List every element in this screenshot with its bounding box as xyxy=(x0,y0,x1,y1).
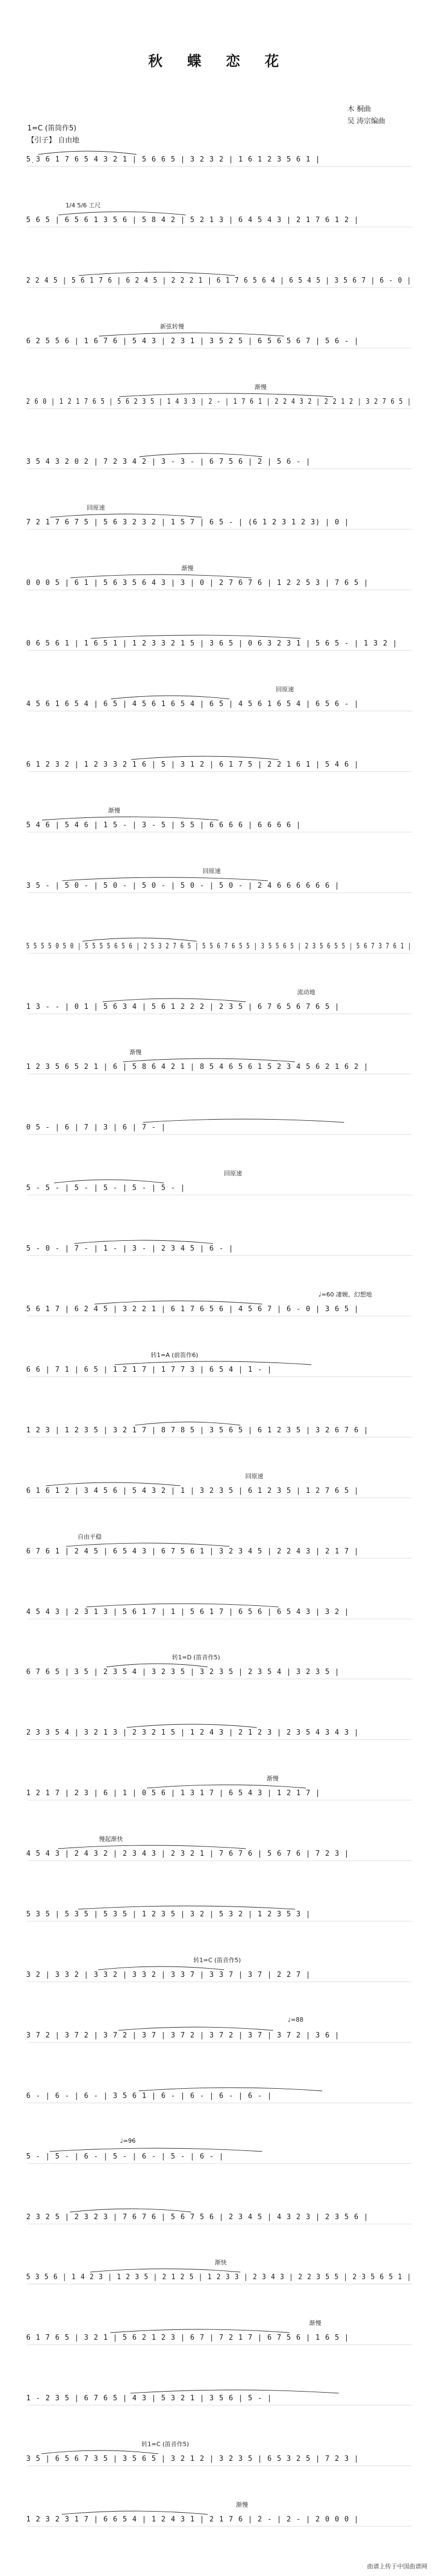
score-annotation: 渐慢 xyxy=(181,565,193,572)
score-annotation: 渐慢 xyxy=(255,384,267,391)
score-annotation: 回原速 xyxy=(276,686,294,693)
notation-row: 5 3 5 6 | 1 4 2 3 | 1 2 3 5 | 2 1 2 5 | 1 2 3 3 | 2 3 4 3 | 2 2 3 5 5 | 2 3 5 6 5 1 | xyxy=(26,2273,412,2281)
notation-row: 5 6 1 7 | 6 2 4 5 | 3 2 2 1 | 6 1 7 6 5 6 | 4 5 6 7 | 6 - 0 | 3 6 5 | xyxy=(26,1305,359,1313)
notation-row: 3 5 4 3 2 0 2 | 7 2 3 4 2 | 3 - 3 - | 6 7 5 6 | 2 | 5 6 - | xyxy=(26,458,311,466)
notation-row: 1 2 3 | 1 2 3 5 | 3 2 1 7 | 8 7 8 5 | 3 5 6 5 | 6 1 2 3 5 | 3 2 6 7 6 | xyxy=(26,1426,369,1435)
score-annotation: 回原速 xyxy=(224,1170,242,1177)
footer-watermark: 曲谱上传于中国曲谱网 xyxy=(367,2563,427,2570)
notation-row: 1 2 1 7 | 2 3 | 6 | 1 | 0 5 6 | 1 3 1 7 | 6 5 4 3 | 1 2 1 7 | xyxy=(26,1789,321,1797)
score-annotation: ♩=60 凄婉、幻想地 xyxy=(318,1291,372,1298)
score-annotation: 回原速 xyxy=(245,1473,263,1480)
notation-row: 5 - 0 - | 7 - | 1 - | 3 - | 2 3 4 5 | 6 - | xyxy=(26,1245,234,1253)
score-annotation: 转1=C (笛音作5) xyxy=(193,1957,241,1964)
score-annotation: 转1=A (前笛作6) xyxy=(151,1352,198,1359)
notation-row: 1 3 - - | 0 1 | 5 6 3 4 | 5 6 1 2 2 2 | 2 3 5 | 6 7 6 5 6 7 6 5 | xyxy=(26,1003,340,1011)
notation-row: 5 5 5 5 0 5 0 | 5 5 5 5 6 5 6 | 2 5 3 2 7 6 5 | 5 5 6 7 6 5 5 | 3 5 5 6 5 | 2 3 5 6 5 5 | 5 6 7 3 7 6 1 | xyxy=(26,942,412,951)
notation-row: 6 1 2 3 2 | 1 2 3 3 2 1 6 | 5 | 3 1 2 | 6 1 7 5 | 2 2 1 6 1 | 5 4 6 | xyxy=(26,761,359,769)
notation-row: 3 7 2 | 3 7 2 | 3 7 2 | 3 7 | 3 7 2 | 3 7 2 | 3 7 | 3 7 2 | 3 6 | xyxy=(26,2031,340,2040)
notation-row: 4 5 4 3 | 2 3 1 3 | 5 6 1 7 | 1 | 5 6 1 7 | 6 5 6 | 6 5 4 3 | 3 2 | xyxy=(26,1608,350,1616)
arranger-credit: 吴 涛宗编曲 xyxy=(347,117,385,125)
notation-row: 3 2 | 3 3 2 | 3 3 2 | 3 3 2 | 3 3 7 | 3 3 7 | 3 7 | 2 2 7 | xyxy=(26,1971,311,1979)
notation-row: 2 2 4 5 | 5 6 1 7 6 | 6 2 4 5 | 2 2 2 1 | 6 1 7 6 5 6 4 | 6 5 4 5 | 3 5 6 7 | 6 - 0 | xyxy=(26,277,412,285)
notation-row: 0 0 0 5 | 6 1 | 5 6 3 5 6 4 3 | 3 | 0 | 2 7 6 7 6 | 1 2 2 5 3 | 7 6 5 | xyxy=(26,579,369,587)
notation-row: 1 2 3 5 6 5 2 1 | 6 | 5 8 6 4 2 1 | 8 5 4 6 5 6 1 5 2 3 4 5 6 2 1 6 2 | xyxy=(26,1063,369,1071)
score-annotation: 回原速 xyxy=(203,868,221,875)
score-annotation: ♩=88 xyxy=(288,2016,304,2023)
notation-row: 2 3 3 5 4 | 3 2 1 3 | 2 3 2 1 5 | 1 2 4 3 | 2 1 2 3 | 2 3 5 4 3 4 3 | xyxy=(26,1729,359,1737)
notation-row: 2 3 2 5 | 2 3 2 3 | 7 6 7 6 | 5 6 7 5 6 | 2 3 4 5 | 4 3 2 3 | 2 3 5 6 | xyxy=(26,2213,369,2221)
notation-row: 5̣ 3 6 1 7 6 5 4 3 2 1 | 5 6 6 5 | 3 2 3 2 | 1 6 1 2 3 5 6 1 | xyxy=(26,156,321,164)
key-line: 1=C (笛筒作5) xyxy=(27,124,76,133)
score-annotation: 转1=C (笛音作5) xyxy=(141,2441,189,2448)
notation-row: 5 - 5 - | 5 - | 5 - | 5 - | 5 - | xyxy=(26,1184,186,1192)
notation-row: 7 2 1 7 6 7 5 | 5 6 3 2 3 2 | 1 5 7 | 6 5 - | (6 1 2 3 1 2 3) | 0 | xyxy=(26,518,350,527)
notation-row: 5 6 5 | 6 5 6 1 3 5 6 | 5 8 4 2 | 5 2 1 3 | 6 4 5 4 3 | 2 1 7 6 1 2 | xyxy=(26,216,359,224)
page-title: 秋 蝶 恋 花 xyxy=(148,53,289,70)
score-annotation: 转1=D (笛音作5) xyxy=(172,1654,220,1661)
notation-row: 5 4 6 | 5 4 6 | 1 5 - | 3 - 5 | 5 5 | 6 6 6 6 | 6 6 6 6 | xyxy=(26,821,302,829)
notation-row: 4 5 6 1 6 5 4 | 6 5 | 4 5 6 1 6 5 4 | 6 5 | 4 5 6 1 6 5 4 | 6 5 6 - | xyxy=(26,700,359,708)
notation-row: 0 6 5 6 1 | 1 6 5 1 | 1 2 3 3 2 1 5 | 3 6 5 | 0 6 3 2 3 1 | 5 6 5 - | 1 3 2 | xyxy=(26,639,398,648)
notation-row: 6 7 6 5 | 3 5 | 2 3 5 4 | 3 2 3 5 | 3 2 3 5 | 2 3 5 4 | 3 2 3 5 | xyxy=(26,1668,340,1676)
notation-row: 4 5 4 3 | 2 4 3 2 | 2 3 4 3 | 2 3 2 1 | 7 6 7 6 | 5 6 7 6 | 7 2 3 | xyxy=(26,1850,350,1858)
score-annotation: 渐慢 xyxy=(129,1049,141,1056)
notation-row: 3 5 | 6 5 6 7 3 5 | 3 5 6 5 | 3 2 1 2 | 3 2 3 5 | 6 5 3 2 5 | 7 2 3 | xyxy=(26,2455,359,2463)
score-annotation: 回原速 xyxy=(87,504,105,511)
notation-row: 6 7 6 1 | 2 4 5 | 6 5 4 3 | 6 7 5 6 1 | 3 2 3 4 5 | 2 2 4 3 | 2 1 7 | xyxy=(26,1547,359,1556)
notation-row: 6 - | 6 - | 6 - | 3 5 6 1 | 6 - | 6 - | 6 - | 6 - | xyxy=(26,2092,273,2100)
notation-row: 6 2 5 5 6 | 1 6 7 6 | 5 4 3 | 2 3 1 | 3 5 2 5 | 6 5 6 5 6 7 | 5 6 - | xyxy=(26,337,359,345)
notation-row: 6 6 | 7 1 | 6 5 | 1 2 1 7 | 1 7 7 3 | 6 5 4 | 1 - | xyxy=(26,1366,273,1374)
score-annotation: 流动地 xyxy=(297,989,315,996)
notation-row: 5 3 5 | 5 3 5 | 5 3 5 | 1 2 3 5 | 3 2 | 5 3 2 | 1 2 3 5 3 | xyxy=(26,1910,311,1918)
score-annotation: 慢起渐快 xyxy=(99,1836,123,1843)
score-annotation: 渐慢 xyxy=(108,807,120,814)
notation-row: 2 6 0 | 1 2 1 7 6 5 | 5 6 2 3 5 | 1 4 3 3 | 2 - | 1 7 6 1 | 2 2 4 3 2 | 2 2 1 2 | 3 2 7 6 5 | xyxy=(26,398,412,406)
score-annotation: 渐慢 xyxy=(267,1775,279,1782)
notation-row: 1 - 2 3 5 | 6 7 6 5 | 4 3 | 5 3 2 1 | 3 5 6 | 5 - | xyxy=(26,2394,273,2402)
score-annotation: 新弦转慢 xyxy=(160,323,184,330)
score-annotation: ♩=96 xyxy=(120,2137,136,2144)
composer-credit: 木 桐曲 xyxy=(347,105,371,113)
score-annotation: 1/4 5/6 工尺 xyxy=(66,202,101,209)
score-annotation: 渐快 xyxy=(215,2259,227,2266)
notation-row: 0 5 - | 6 | 7 | 3 | 6 | 7 - | xyxy=(26,1123,166,1132)
score-annotation: 渐慢 xyxy=(309,2320,321,2327)
notation-row: 6 1 7 6 5 | 3 2 1 | 5 6 2 1 2 3 | 6 7 | 7 2 1 7 | 6 7 5 6 | 1 6 5 | xyxy=(26,2334,350,2342)
notation-row: 6 1 6 1 2 | 3 4 5 6 | 5 4 3 2 | 1 | 3 2 3 5 | 6 1 2 3 5 | 1 2 7 6 5 | xyxy=(26,1487,359,1495)
score-annotation: 渐慢 xyxy=(236,2501,248,2508)
notation-row: 3 5 - | 5 0 - | 5 0 - | 5 0 - | 5 0 - | 5 0 - | 2 4 6 6 6 6 6 6 | xyxy=(26,882,340,890)
notation-row: 1 2 3 2 3 1 7 | 6 6 5 4 | 1 2 4 3 1 | 2 1 7 6 | 2 - | 2 - | 2 0 0 0 | xyxy=(26,2515,359,2524)
notation-row: 5 - | 5 - | 6 - | 5 - | 6 - | 5 - | 6 - | xyxy=(26,2153,224,2161)
score-annotation: 自由平稳 xyxy=(78,1533,102,1540)
key-line: 【引子】 自由地 xyxy=(27,136,80,145)
